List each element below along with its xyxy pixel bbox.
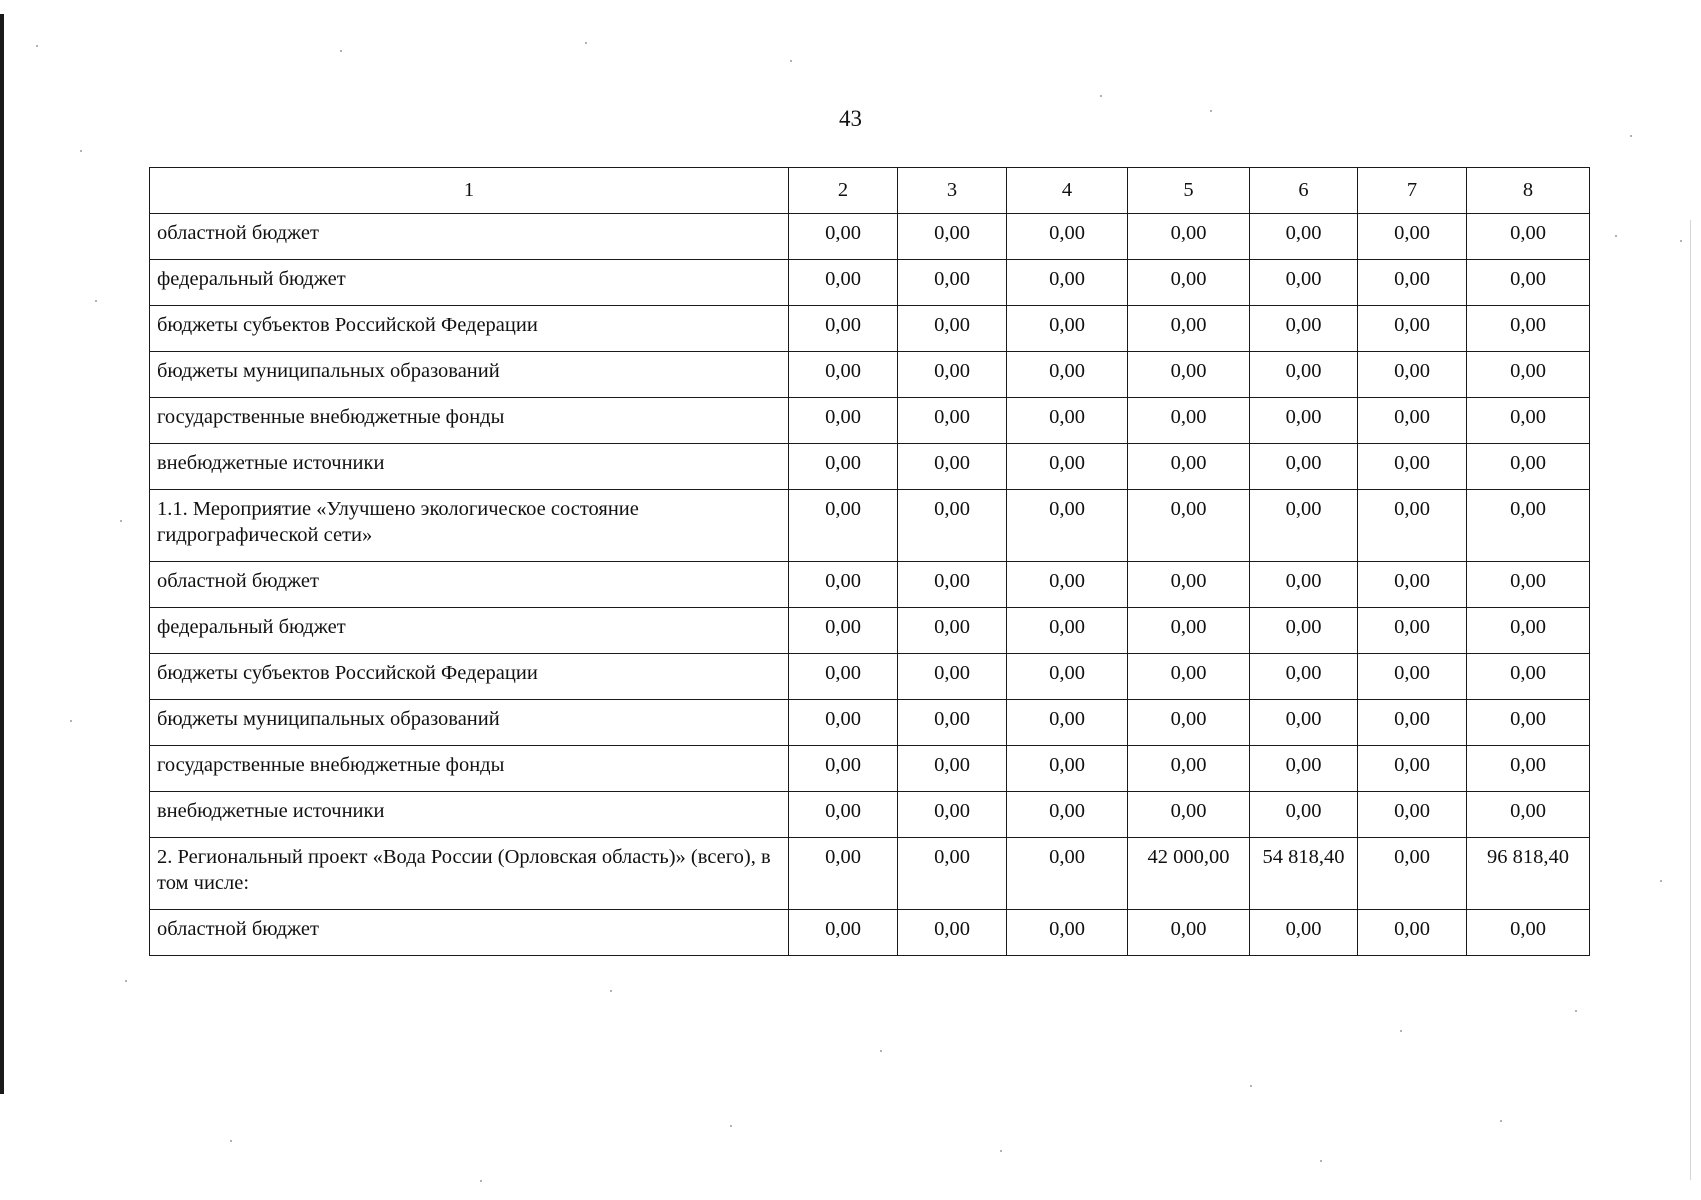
value-cell-col-7: 0,00 [1358, 562, 1467, 608]
value-cell-col-4: 0,00 [1007, 910, 1128, 956]
value-cell-col-4: 0,00 [1007, 306, 1128, 352]
value-cell-col-5: 0,00 [1128, 444, 1250, 490]
table-row [150, 260, 1590, 306]
value-cell-col-2: 0,00 [789, 444, 898, 490]
value-cell-col-7: 0,00 [1358, 792, 1467, 838]
value-cell-col-8: 0,00 [1467, 214, 1590, 260]
value-cell-col-7: 0,00 [1358, 700, 1467, 746]
row-label: 1.1. Мероприятие «Улучшено экологическое состояние гидрографической сети» [150, 490, 789, 562]
value-cell-col-6: 0,00 [1250, 746, 1358, 792]
value-cell-col-6: 0,00 [1250, 910, 1358, 956]
value-cell-col-7: 0,00 [1358, 654, 1467, 700]
value-cell-col-8: 96 818,40 [1467, 838, 1590, 910]
value-cell-col-5: 42 000,00 [1128, 838, 1250, 910]
value-cell-col-3: 0,00 [898, 444, 1007, 490]
table-row [150, 654, 1590, 700]
value-cell-col-2: 0,00 [789, 260, 898, 306]
column-header-5: 5 [1128, 168, 1250, 214]
scan-speck [1100, 95, 1102, 97]
column-header-8: 8 [1467, 168, 1590, 214]
value-cell-col-5: 0,00 [1128, 260, 1250, 306]
row-label: бюджеты муниципальных образований [150, 352, 789, 398]
scan-speck [340, 50, 342, 52]
table-row [150, 490, 1590, 562]
value-cell-col-7: 0,00 [1358, 260, 1467, 306]
scan-speck [730, 1125, 732, 1127]
value-cell-col-5: 0,00 [1128, 746, 1250, 792]
value-cell-col-2: 0,00 [789, 792, 898, 838]
row-label: областной бюджет [150, 910, 789, 956]
scan-speck [95, 300, 97, 302]
value-cell-col-7: 0,00 [1358, 444, 1467, 490]
table-row [150, 608, 1590, 654]
value-cell-col-8: 0,00 [1467, 306, 1590, 352]
scan-speck [70, 720, 72, 722]
row-label: бюджеты субъектов Российской Федерации [150, 654, 789, 700]
value-cell-col-5: 0,00 [1128, 562, 1250, 608]
value-cell-col-5: 0,00 [1128, 608, 1250, 654]
table-row [150, 444, 1590, 490]
table-row [150, 352, 1590, 398]
value-cell-col-5: 0,00 [1128, 398, 1250, 444]
scan-speck [125, 980, 127, 982]
scan-speck [880, 1050, 882, 1052]
value-cell-col-3: 0,00 [898, 838, 1007, 910]
value-cell-col-4: 0,00 [1007, 700, 1128, 746]
budget-table [149, 167, 1590, 956]
value-cell-col-6: 0,00 [1250, 214, 1358, 260]
value-cell-col-6: 0,00 [1250, 398, 1358, 444]
row-label: государственные внебюджетные фонды [150, 746, 789, 792]
scan-speck [1250, 1085, 1252, 1087]
value-cell-col-7: 0,00 [1358, 398, 1467, 444]
value-cell-col-4: 0,00 [1007, 792, 1128, 838]
value-cell-col-8: 0,00 [1467, 746, 1590, 792]
page-number: 43 [839, 106, 862, 131]
scan-right-edge [1690, 220, 1691, 1180]
value-cell-col-4: 0,00 [1007, 352, 1128, 398]
value-cell-col-7: 0,00 [1358, 608, 1467, 654]
value-cell-col-4: 0,00 [1007, 838, 1128, 910]
value-cell-col-7: 0,00 [1358, 910, 1467, 956]
value-cell-col-4: 0,00 [1007, 654, 1128, 700]
value-cell-col-8: 0,00 [1467, 700, 1590, 746]
value-cell-col-3: 0,00 [898, 562, 1007, 608]
column-header-1: 1 [150, 168, 789, 214]
value-cell-col-3: 0,00 [898, 214, 1007, 260]
value-cell-col-2: 0,00 [789, 746, 898, 792]
value-cell-col-3: 0,00 [898, 260, 1007, 306]
column-header-3: 3 [898, 168, 1007, 214]
table-row [150, 562, 1590, 608]
value-cell-col-8: 0,00 [1467, 444, 1590, 490]
table-row [150, 214, 1590, 260]
value-cell-col-8: 0,00 [1467, 490, 1590, 562]
row-label: бюджеты муниципальных образований [150, 700, 789, 746]
value-cell-col-2: 0,00 [789, 910, 898, 956]
scan-speck [36, 45, 38, 47]
value-cell-col-2: 0,00 [789, 490, 898, 562]
value-cell-col-5: 0,00 [1128, 792, 1250, 838]
value-cell-col-3: 0,00 [898, 352, 1007, 398]
value-cell-col-6: 0,00 [1250, 608, 1358, 654]
value-cell-col-7: 0,00 [1358, 746, 1467, 792]
scan-speck [80, 150, 82, 152]
value-cell-col-5: 0,00 [1128, 306, 1250, 352]
value-cell-col-8: 0,00 [1467, 260, 1590, 306]
value-cell-col-3: 0,00 [898, 910, 1007, 956]
table-row [150, 398, 1590, 444]
value-cell-col-6: 0,00 [1250, 654, 1358, 700]
column-header-4: 4 [1007, 168, 1128, 214]
row-label: областной бюджет [150, 562, 789, 608]
value-cell-col-5: 0,00 [1128, 352, 1250, 398]
value-cell-col-3: 0,00 [898, 746, 1007, 792]
value-cell-col-4: 0,00 [1007, 746, 1128, 792]
value-cell-col-6: 0,00 [1250, 306, 1358, 352]
table-row [150, 910, 1590, 956]
value-cell-col-4: 0,00 [1007, 214, 1128, 260]
value-cell-col-6: 0,00 [1250, 444, 1358, 490]
value-cell-col-6: 0,00 [1250, 352, 1358, 398]
scan-speck [1210, 110, 1212, 112]
value-cell-col-5: 0,00 [1128, 490, 1250, 562]
row-label: бюджеты субъектов Российской Федерации [150, 306, 789, 352]
value-cell-col-8: 0,00 [1467, 910, 1590, 956]
value-cell-col-8: 0,00 [1467, 654, 1590, 700]
value-cell-col-3: 0,00 [898, 700, 1007, 746]
value-cell-col-4: 0,00 [1007, 444, 1128, 490]
value-cell-col-2: 0,00 [789, 352, 898, 398]
value-cell-col-6: 0,00 [1250, 490, 1358, 562]
table-body [150, 214, 1590, 956]
value-cell-col-5: 0,00 [1128, 700, 1250, 746]
value-cell-col-7: 0,00 [1358, 490, 1467, 562]
value-cell-col-2: 0,00 [789, 306, 898, 352]
value-cell-col-3: 0,00 [898, 490, 1007, 562]
value-cell-col-2: 0,00 [789, 654, 898, 700]
value-cell-col-8: 0,00 [1467, 608, 1590, 654]
row-label: 2. Региональный проект «Вода России (Орловская область)» (всего), в том числе: [150, 838, 789, 910]
value-cell-col-4: 0,00 [1007, 398, 1128, 444]
value-cell-col-2: 0,00 [789, 608, 898, 654]
scan-speck [1500, 1120, 1502, 1122]
value-cell-col-3: 0,00 [898, 398, 1007, 444]
scan-speck [1320, 1160, 1322, 1162]
value-cell-col-8: 0,00 [1467, 352, 1590, 398]
value-cell-col-6: 54 818,40 [1250, 838, 1358, 910]
value-cell-col-2: 0,00 [789, 562, 898, 608]
value-cell-col-7: 0,00 [1358, 306, 1467, 352]
table-header-row [150, 168, 1590, 214]
value-cell-col-5: 0,00 [1128, 654, 1250, 700]
value-cell-col-3: 0,00 [898, 306, 1007, 352]
value-cell-col-4: 0,00 [1007, 490, 1128, 562]
scan-speck [230, 1140, 232, 1142]
value-cell-col-6: 0,00 [1250, 562, 1358, 608]
value-cell-col-6: 0,00 [1250, 260, 1358, 306]
scan-speck [610, 990, 612, 992]
value-cell-col-3: 0,00 [898, 608, 1007, 654]
value-cell-col-4: 0,00 [1007, 260, 1128, 306]
table-row [150, 746, 1590, 792]
value-cell-col-4: 0,00 [1007, 562, 1128, 608]
row-label: государственные внебюджетные фонды [150, 398, 789, 444]
value-cell-col-3: 0,00 [898, 654, 1007, 700]
scan-speck [790, 60, 792, 62]
value-cell-col-6: 0,00 [1250, 700, 1358, 746]
value-cell-col-7: 0,00 [1358, 352, 1467, 398]
value-cell-col-2: 0,00 [789, 214, 898, 260]
value-cell-col-7: 0,00 [1358, 214, 1467, 260]
scan-speck [1575, 1010, 1577, 1012]
scan-left-edge [0, 14, 4, 1094]
value-cell-col-2: 0,00 [789, 838, 898, 910]
value-cell-col-2: 0,00 [789, 700, 898, 746]
table-row [150, 306, 1590, 352]
row-label: областной бюджет [150, 214, 789, 260]
column-header-2: 2 [789, 168, 898, 214]
row-label: внебюджетные источники [150, 444, 789, 490]
value-cell-col-3: 0,00 [898, 792, 1007, 838]
scan-speck [1615, 235, 1617, 237]
table-row [150, 838, 1590, 910]
scan-speck [120, 520, 122, 522]
column-header-6: 6 [1250, 168, 1358, 214]
value-cell-col-5: 0,00 [1128, 910, 1250, 956]
scan-speck [585, 42, 587, 44]
value-cell-col-8: 0,00 [1467, 792, 1590, 838]
value-cell-col-8: 0,00 [1467, 562, 1590, 608]
row-label: федеральный бюджет [150, 608, 789, 654]
row-label: внебюджетные источники [150, 792, 789, 838]
scan-speck [1680, 240, 1682, 242]
column-header-7: 7 [1358, 168, 1467, 214]
scan-speck [480, 1180, 482, 1182]
value-cell-col-8: 0,00 [1467, 398, 1590, 444]
value-cell-col-7: 0,00 [1358, 838, 1467, 910]
scan-speck [1000, 1150, 1002, 1152]
scan-speck [1660, 880, 1662, 882]
scan-speck [1400, 1030, 1402, 1032]
value-cell-col-5: 0,00 [1128, 214, 1250, 260]
scan-speck [1630, 135, 1632, 137]
value-cell-col-2: 0,00 [789, 398, 898, 444]
row-label: федеральный бюджет [150, 260, 789, 306]
table-row [150, 700, 1590, 746]
value-cell-col-4: 0,00 [1007, 608, 1128, 654]
value-cell-col-6: 0,00 [1250, 792, 1358, 838]
table-row [150, 792, 1590, 838]
